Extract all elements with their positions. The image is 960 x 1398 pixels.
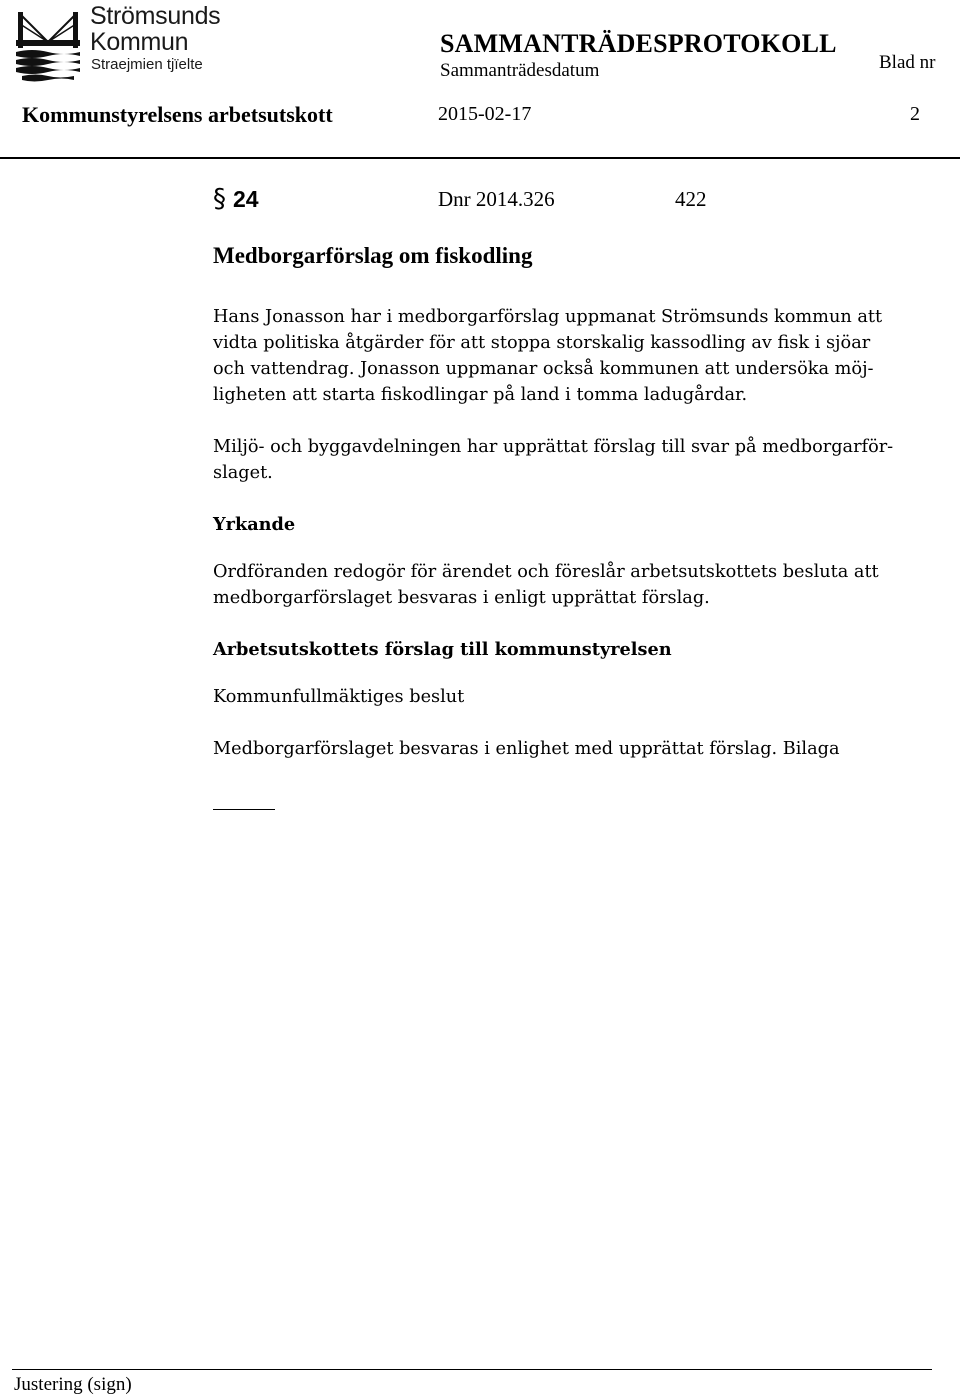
department-paragraph bbox=[213, 434, 893, 486]
header-divider bbox=[0, 157, 960, 159]
meeting-date: 2015-02-17 bbox=[438, 103, 532, 125]
document-type: SAMMANTRÄDESPROTOKOLL bbox=[440, 29, 837, 58]
intro-line: vidta politiska åtgärder för att stoppa storskalig kassodling av fisk i sjöar bbox=[213, 333, 871, 353]
footer-divider bbox=[12, 1369, 932, 1370]
proposal-heading: Arbetsutskottets förslag till kommunstyrelsen bbox=[213, 639, 672, 660]
logo-line-3: Straejmien tjïelte bbox=[91, 56, 203, 73]
motion-paragraph bbox=[213, 559, 879, 611]
reference-number: 422 bbox=[675, 187, 707, 211]
logo-line-2: Kommun bbox=[90, 28, 189, 56]
paragraph-number: 24 bbox=[233, 186, 259, 212]
section-end-rule bbox=[213, 809, 275, 810]
signature-label: Justering (sign) bbox=[14, 1374, 132, 1395]
department-line: Miljö- och byggavdelningen har upprättat förslag till svar på medborgarför- bbox=[213, 437, 894, 457]
municipality-logo bbox=[16, 2, 221, 84]
sheet-label: Blad nr bbox=[879, 52, 936, 73]
meeting-date-label: Sammanträdesdatum bbox=[440, 60, 600, 81]
department-line: slaget. bbox=[213, 463, 273, 483]
intro-line: Hans Jonasson har i medborgarförslag uppmanat Strömsunds kommun att bbox=[213, 307, 883, 327]
motion-heading: Yrkande bbox=[213, 514, 296, 535]
case-title: Medborgarförslag om fiskodling bbox=[213, 243, 533, 268]
decision-text: Medborgarförslaget besvaras i enlighet med upprättat förslag. Bilaga bbox=[213, 739, 840, 759]
intro-line: ligheten att starta fiskodlingar på land i tomma ladugårdar. bbox=[213, 385, 748, 405]
council-decision-heading: Kommunfullmäktiges beslut bbox=[213, 687, 465, 707]
logo-line-1: Strömsunds bbox=[90, 2, 221, 30]
paragraph-symbol: § bbox=[213, 184, 226, 214]
case-number: Dnr 2014.326 bbox=[438, 187, 555, 211]
bridge-logo-icon bbox=[16, 2, 80, 82]
committee-name: Kommunstyrelsens arbetsutskott bbox=[22, 102, 333, 127]
motion-line: medborgarförslaget besvaras i enligt upprättat förslag. bbox=[213, 588, 710, 608]
intro-paragraph bbox=[213, 304, 882, 408]
intro-line: och vattendrag. Jonasson uppmanar också kommunen att undersöka möj- bbox=[213, 359, 874, 379]
sheet-number: 2 bbox=[910, 103, 920, 125]
motion-line: Ordföranden redogör för ärendet och föreslår arbetsutskottets besluta att bbox=[213, 562, 879, 582]
